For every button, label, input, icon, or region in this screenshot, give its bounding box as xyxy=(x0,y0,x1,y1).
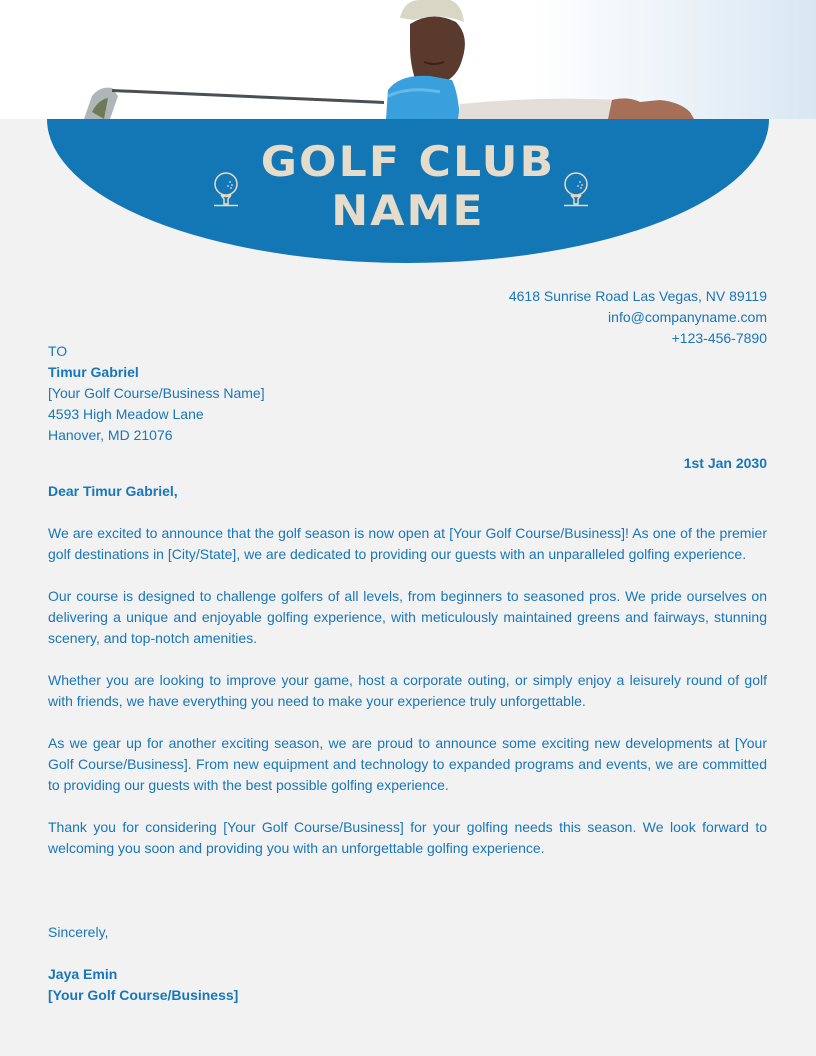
closing: Sincerely, xyxy=(48,924,109,940)
body-paragraph: We are excited to announce that the golf season is now open at [Your Golf Course/Business]! As one of the premier golf destinations in [City/State], we are dedicated to providing our guests with an unparalleled golfing experience. xyxy=(48,525,767,562)
recipient-city: Hanover, MD 21076 xyxy=(48,427,173,443)
sender-email[interactable]: info@companyname.com xyxy=(608,309,767,325)
recipient-block xyxy=(48,341,265,446)
signature-business: [Your Golf Course/Business] xyxy=(48,987,239,1003)
sender-contact-block xyxy=(509,286,767,349)
letter-date: 1st Jan 2030 xyxy=(683,455,767,471)
body-paragraph: Our course is designed to challenge golfers of all levels, from beginners to seasoned pros. We pride ourselves on delivering a unique and enjoyable golfing experience, with meticulously maintained greens and fairways, stunning scenery, and top-notch amenities. xyxy=(48,588,767,646)
signature-name: Jaya Emin xyxy=(48,966,118,982)
title-line-1: GOLF CLUB xyxy=(260,137,556,186)
recipient-business: [Your Golf Course/Business Name] xyxy=(48,385,265,401)
recipient-label: TO xyxy=(48,343,68,359)
golf-club-name-title xyxy=(47,137,769,235)
header-photo xyxy=(0,0,816,119)
title-line-2: NAME xyxy=(331,186,485,235)
signature-block xyxy=(48,964,238,1006)
letter-body xyxy=(48,523,767,880)
salutation: Dear Timur Gabriel, xyxy=(48,483,178,499)
sender-phone[interactable]: +123-456-7890 xyxy=(671,330,767,346)
sender-address: 4618 Sunrise Road Las Vegas, NV 89119 xyxy=(508,288,767,304)
body-paragraph: As we gear up for another exciting season, we are proud to announce some exciting new developments at [Your Golf Course/Business]. From new equipment and technology to expanded programs and events, we are committed to providing our guests with the best possible golfing experience. xyxy=(48,735,767,793)
golfer-photo-illustration xyxy=(0,0,816,119)
recipient-street: 4593 High Meadow Lane xyxy=(48,406,204,422)
body-paragraph: Thank you for considering [Your Golf Course/Business] for your golfing needs this season. We look forward to welcoming you soon and providing you with an unforgettable golfing experience. xyxy=(48,819,767,856)
header-banner xyxy=(47,119,769,263)
golf-ball-on-tee-icon xyxy=(561,171,591,209)
recipient-name: Timur Gabriel xyxy=(48,364,139,380)
body-paragraph: Whether you are looking to improve your game, host a corporate outing, or simply enjoy a leisurely round of golf with friends, we have everything you need to make your experience truly unforgettable. xyxy=(48,672,767,709)
